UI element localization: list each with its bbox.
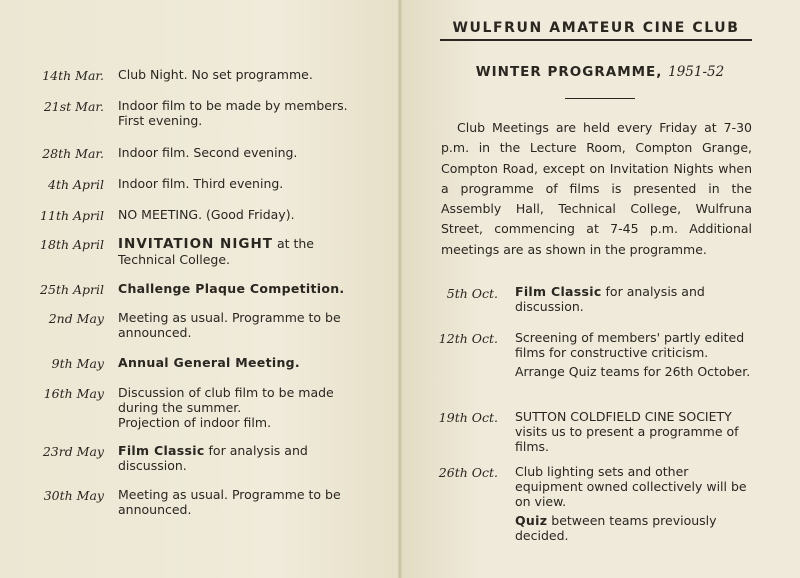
entry-date: 14th Mar.: [42, 68, 104, 83]
programme-title: WINTER PROGRAMME, 1951-52: [475, 64, 725, 80]
season: 1951-52: [668, 64, 725, 80]
entry-date: 21st Mar.: [43, 99, 104, 114]
entry-date: 2nd May: [48, 311, 104, 326]
entry-text: Meeting as usual. Programme to be announced.: [118, 310, 341, 340]
entry-date: 25th April: [40, 282, 104, 297]
entry-date: 16th May: [43, 386, 104, 401]
entry-text: Indoor film. Second evening.: [118, 145, 298, 160]
entry-date: 19th Oct.: [438, 410, 498, 425]
entry-text: Club lighting sets and other equipment owned collectively will be on view. Quiz between teams previously decided.: [515, 464, 747, 543]
entry-text: NO MEETING. (Good Friday).: [118, 207, 295, 222]
entry-date: 5th Oct.: [446, 286, 498, 301]
entry-date: 30th May: [43, 488, 104, 503]
entry-date: 9th May: [51, 356, 104, 371]
entry-date: 18th April: [40, 237, 104, 252]
entry-text: Indoor film. Third evening.: [118, 176, 284, 191]
entry-date: 4th April: [48, 177, 104, 192]
entry-text: Meeting as usual. Programme to be announced.: [118, 487, 341, 517]
entry-date: 12th Oct.: [438, 331, 498, 346]
entry-text: Challenge Plaque Competition.: [118, 281, 345, 296]
divider: [565, 98, 635, 99]
entry-date: 11th April: [40, 208, 104, 223]
entry-text: SUTTON COLDFIELD CINE SOCIETY visits us to present a programme of films.: [515, 409, 739, 454]
entry-text: Film Classic for analysis and discussion.: [515, 284, 705, 314]
club-title: WULFRUN AMATEUR CINE CLUB: [440, 20, 752, 41]
entry-text: Annual General Meeting.: [118, 355, 300, 370]
entry-text: Club Night. No set programme.: [118, 67, 313, 82]
entry-text: Discussion of club film to be made during the summer. Projection of indoor film.: [118, 385, 334, 430]
entry-text: Screening of members' partly edited films for constructive criticism. Arrange Quiz teams for 26th October.: [515, 330, 751, 379]
intro-paragraph: Club Meetings are held every Friday at 7-30 p.m. in the Lecture Room, Compton Grange, Compton Road, except on Invitation Nights when a programme of films is presented in the Assembly Hall, Technical College, Wulfruna Street, commencing at 7-45 p.m. Additional meetings are as shown in the programme.: [441, 120, 752, 257]
entry-date: 23rd May: [42, 444, 104, 459]
entry-date: 26th Oct.: [438, 465, 498, 480]
entry-text: INVITATION NIGHT at the Technical College.: [118, 236, 314, 267]
entry-text: Indoor film to be made by members. First evening.: [118, 98, 348, 128]
entry-date: 28th Mar.: [42, 146, 104, 161]
entry-text: Film Classic for analysis and discussion.: [118, 443, 308, 473]
